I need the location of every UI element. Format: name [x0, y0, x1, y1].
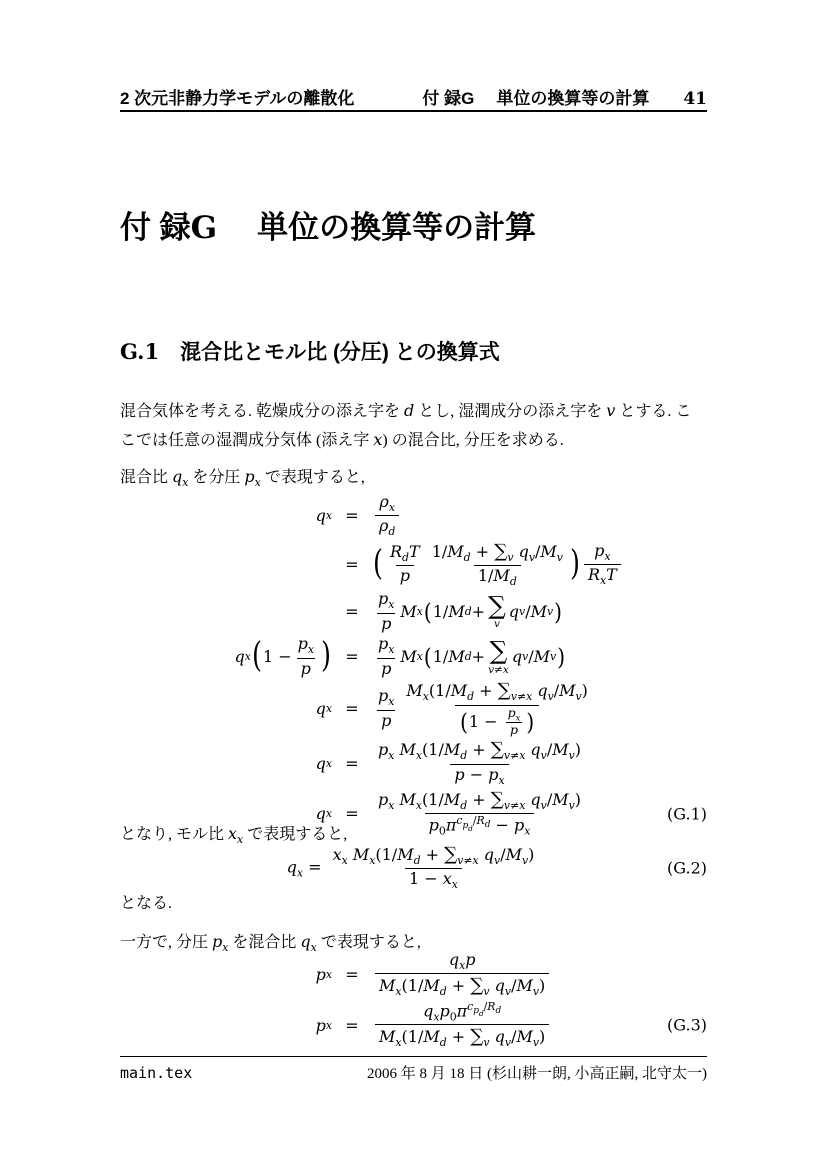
equation-relation: = [345, 965, 359, 985]
equation-lhs: q x [315, 699, 332, 719]
paragraph-partial-pressure: 一方で, 分圧 $p_x$ を混合比 $q_x$ で表現すると, [120, 932, 421, 955]
equation-g2-body: $q_x$ = $\frac{x_x M_x(1/M_d + \sum_{v\ne x} q_v/M_v)}{1 - x_x}$ [286, 844, 535, 892]
equation-relation: = [345, 804, 359, 823]
equation-rhs: $q_xp$ $M_x(1/M_d + \sum_v$ $q_v/M_v$) [372, 950, 552, 1000]
equation-rhs: $p_x$ $M_x(1/M_d + \sum_{v\ne x}$ $q_v/M_v$) $p - p_x$ [378, 739, 582, 787]
equation-line [120, 634, 707, 679]
equation-rhs: $p_x$ p $M_x(1/M_d + \sum_{v\ne x}$ $q_v/M_v$) (1 − $\frac{p_x}{p}$ ) [378, 680, 588, 738]
equation-line [120, 1000, 707, 1051]
header-left-title: 2 次元非静力学モデルの離散化 [120, 89, 355, 108]
header-appendix-label: 付 録G [422, 89, 475, 108]
chapter-label-jp: 付 録 [120, 210, 191, 245]
paragraph-intro-line2: こでは任意の湿潤成分気体 (添え字 x) の混合比, 分圧を求める. [120, 430, 564, 449]
equation-relation: = [345, 554, 359, 574]
footer-rule [120, 1056, 707, 1057]
equation-number-g1: (G.1) [667, 804, 707, 823]
chapter-title: 単位の換算等の計算 [257, 210, 537, 245]
equation-lhs: p x [315, 1015, 332, 1035]
equation-lhs: q x [315, 804, 332, 823]
equation-block-g3 [120, 950, 707, 1051]
equation-lhs: q x [315, 753, 332, 773]
section-number: G.1 [120, 339, 160, 364]
section-heading [120, 336, 707, 366]
footer [120, 1062, 707, 1083]
paragraph-mixing-ratio: 混合比 $q_x$ を分圧 $p_x$ で表現すると, [120, 467, 365, 490]
equation-lhs: q x ( 1 − $p_x$ p ) [234, 634, 331, 678]
paragraph-molar-ratio: となり, モル比 $x_x$ で表現すると, [120, 824, 348, 847]
page-number: 41 [683, 89, 707, 109]
equation-block-g1 [120, 492, 707, 839]
equation-lhs: q x [315, 506, 332, 526]
running-header [120, 84, 707, 109]
equation-line [120, 738, 707, 788]
equation-number-g3: (G.3) [667, 1015, 707, 1035]
footer-filename: main.tex [120, 1064, 193, 1082]
chapter-label-letter: G [190, 210, 218, 246]
equation-line [120, 492, 707, 540]
equation-relation: = [345, 699, 359, 719]
equation-g2 [120, 843, 707, 893]
equation-lhs: p x [315, 965, 332, 985]
footer-date-authors: 2006 年 8 月 18 日 (杉山耕一朗, 小高正嗣, 北守太一) [367, 1066, 707, 1082]
equation-relation: = [345, 753, 359, 773]
header-appendix-title: 単位の換算等の計算 [496, 89, 650, 108]
equation-line [120, 540, 707, 590]
section-title: 混合比とモル比 (分圧) との換算式 [180, 341, 500, 364]
equation-rhs: $p_x$ $M_x(1/M_d + \sum_{v\ne x}$ $q_v/M_v$) $p_0\pi^{c_{p_d}/R_d} - p_x$ [378, 789, 582, 838]
equation-rhs: $p_x$ p M x ( 1/ M d + ∑ v q v / M v ) [378, 589, 562, 633]
equation-line [120, 950, 707, 1000]
equation-relation: = [345, 506, 359, 526]
equation-rhs: ( $R_dT$ p $1/M_d + \sum_v$ $q_v/M_v$ $1/M_d$ ) $p_x$ $R_xT$ [372, 540, 624, 590]
equation-relation: = [345, 647, 359, 667]
header-rule [120, 110, 707, 112]
equation-line [120, 589, 707, 634]
equation-rhs: $\rho_x$ $\rho_d$ [372, 492, 402, 540]
equation-line [120, 679, 707, 738]
equation-number-g2: (G.2) [667, 858, 707, 878]
paragraph-intro [120, 397, 707, 455]
equation-rhs: $p_x$ p M x ( 1/ M d + ∑ v≠x q v / M v ) [378, 634, 565, 678]
equation-rhs: $q_xp_0\pi^{c_{p_d}/R_d}$ $M_x(1/M_d + \sum_v$ $q_v/M_v$) [372, 1000, 552, 1051]
chapter-heading [120, 202, 707, 247]
equation-relation: = [345, 1015, 359, 1035]
paragraph-conclusion: となる. [120, 895, 173, 912]
paragraph-intro-line1: 混合気体を考える. 乾燥成分の添え字を d とし, 湿潤成分の添え字を v とする. こ [120, 401, 692, 420]
equation-relation: = [345, 602, 359, 622]
